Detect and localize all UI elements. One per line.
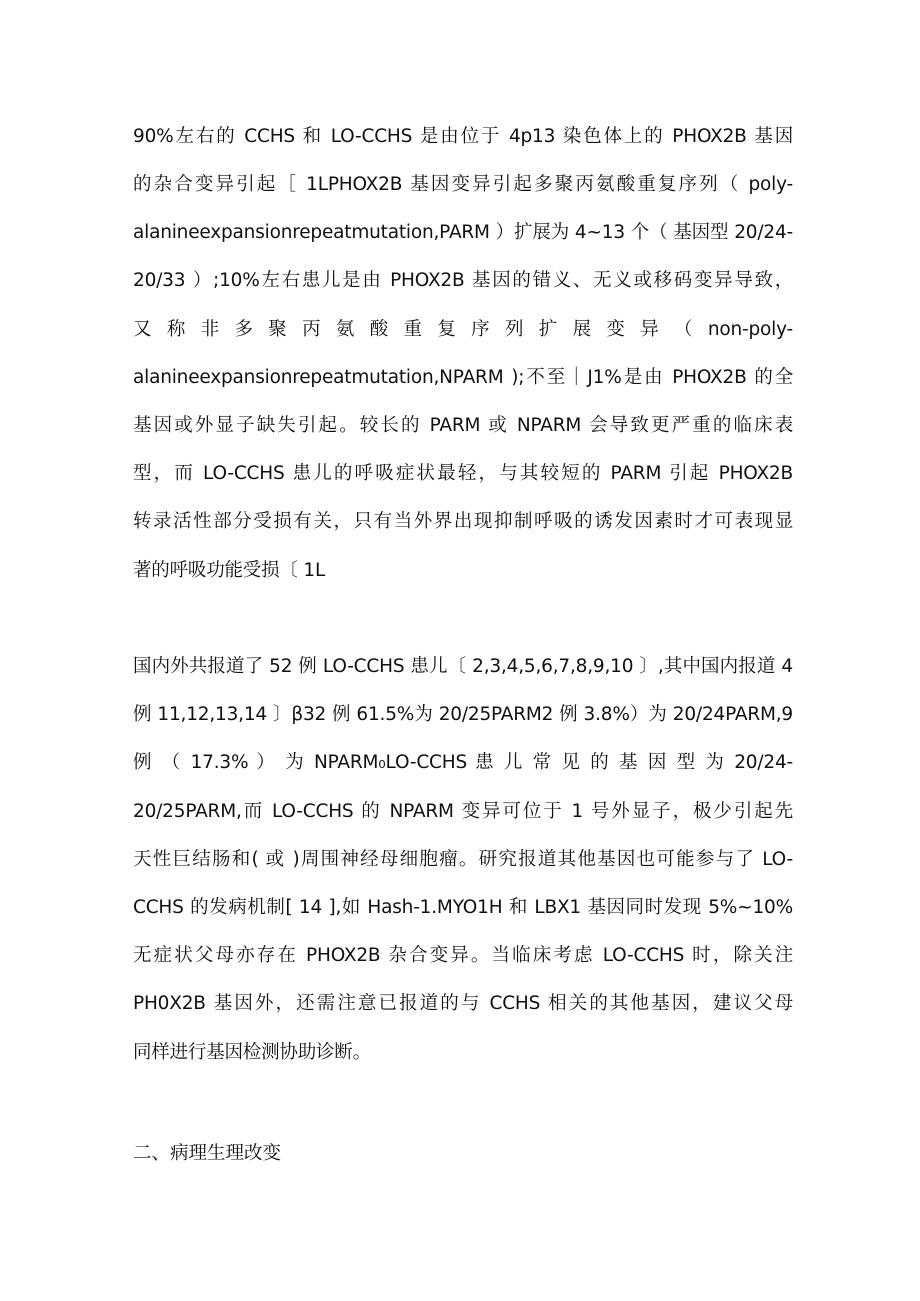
paragraph-line: 著的呼吸功能受损〔 1L <box>133 560 326 581</box>
paragraph-line: alanineexpansionrepeatmutation,PARM ）扩展为 4~13 个（ 基因型 20/24- <box>133 222 793 243</box>
paragraph-line: 的杂合变异引起［ 1LPHOX2B 基因变异引起多聚丙氨酸重复序列（ poly- <box>133 174 793 195</box>
paragraph-line: PH0X2B 基因外，还需注意已报道的与 CCHS 相关的其他基因，建议父母 <box>133 993 793 1014</box>
paragraph-line: 又 称 非 多 聚 丙 氨 酸 重 复 序 列 扩 展 变 异 （ non-poly- <box>133 319 793 340</box>
section-heading: 二、病理生理改变 <box>133 1143 282 1164</box>
paragraph-line: 转录活性部分受损有关，只有当外界出现抑制呼吸的诱发因素时才可表现显 <box>133 511 793 532</box>
paragraph-line: CCHS 的发病机制[ 14 ],如 Hash-1.MYO1H 和 LBX1 基因同时发现 5%~10% <box>133 897 793 918</box>
paragraph-line: 20/33 ）;10%左右患儿是由 PHOX2B 基因的错义、无义或移码变异导致， <box>133 270 793 291</box>
paragraph-line: 基因或外显子缺失引起。较长的 PARM 或 NPARM 会导致更严重的临床表 <box>133 415 793 436</box>
paragraph-line: 天性巨结肠和( 或 )周围神经母细胞瘤。研究报道其他基因也可能参与了 LO- <box>133 849 793 870</box>
paragraph-line: 同样进行基因检测协助诊断。 <box>133 1042 371 1063</box>
paragraph-line: 无症状父母亦存在 PHOX2B 杂合变异。当临床考虑 LO-CCHS 时，除关注 <box>133 945 793 966</box>
paragraph-line: 20/25PARM,而 LO-CCHS 的 NPARM 变异可位于 1 号外显子，极少引起先 <box>133 801 793 822</box>
paragraph-line: 型，而 LO-CCHS 患儿的呼吸症状最轻，与其较短的 PARM 引起 PHOX2B <box>133 463 793 484</box>
paragraph-line: 国内外共报道了 52 例 LO-CCHS 患儿〔 2,3,4,5,6,7,8,9,10 〕,其中国内报道 4 <box>133 656 793 677</box>
paragraph-line: 例 （ 17.3% ） 为 NPARM₀LO-CCHS 患 儿 常 见 的 基 因 型 为 20/24- <box>133 752 793 773</box>
paragraph-line: alanineexpansionrepeatmutation,NPARM );不至｜J1%是由 PHOX2B 的全 <box>133 367 793 388</box>
paragraph-line: 90%左右的 CCHS 和 LO-CCHS 是由位于 4p13 染色体上的 PHOX2B 基因 <box>133 126 793 147</box>
paragraph-line: 例 11,12,13,14 〕β32 例 61.5%为 20/25PARM2 例 3.8%）为 20/24PARM,9 <box>133 704 793 725</box>
